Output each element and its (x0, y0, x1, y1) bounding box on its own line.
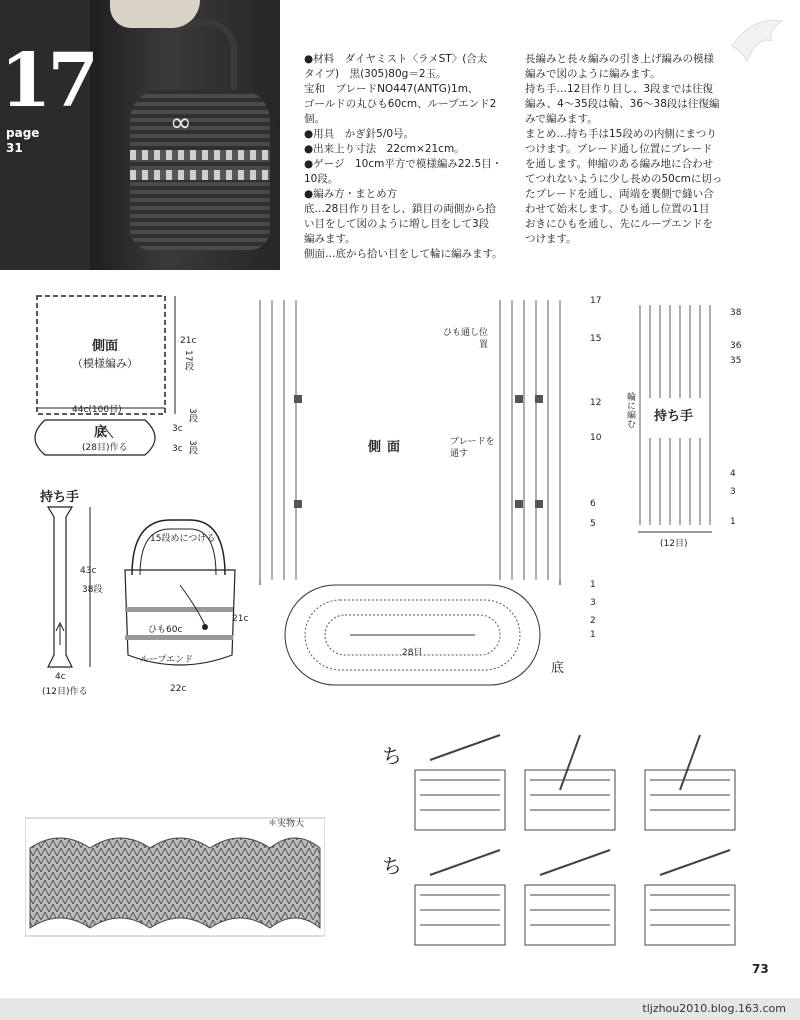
base-label: 底 (94, 425, 108, 440)
bag-height: 21c (232, 614, 249, 624)
row-marker: 5 (590, 519, 596, 529)
chart-side-label: 側面 (368, 440, 407, 455)
instructions-col1: ●材料 ダイヤミスト〈ラメST〉(合太 タイプ) 黒(305)80g＝2玉。 宝和 ブレードNO447(ANTG)1m、 ゴールドの丸ひも60cm、ループエンド2個。 ●用具 かぎ針5/0号。 ●出来上り寸法 22cm×21cm。 ●ゲージ 10cm平方で模様編み22.5目・ 10段。 ●編み方・まとめ方 底…28目作り目をし、鎖目の両側から拾 い目をして図のように増し目をして3段 編みます。 側面…底から拾い目をして輪に編みます。 (304, 53, 503, 260)
height-side: 21c (180, 336, 197, 346)
handle-chart-title: 持ち手 (654, 409, 694, 424)
bag-cord: ひも60c (148, 625, 183, 635)
row-marker: 36 (730, 341, 742, 351)
bag-width: 22c (170, 684, 187, 694)
rows-b: 3段 (187, 440, 197, 455)
stitch-symbol-1: ち (382, 744, 402, 768)
footer-bar (0, 998, 800, 1020)
stitch-symbol-2: ち (382, 854, 402, 878)
dove-icon (722, 6, 792, 76)
instructions-col2: 長編みと長々編みの引き上げ編みの模様 編みで図のように編みます。 持ち手…12目作り目し、3段までは往復 編み、4〜35段は輪、36〜38段は往復編 みで編みます。 まとめ…持ち手は15段めの内側にまつり つけます。ブレード通し位置にブレード を通します。伸縮のある編み地に合わせ てつれないように少し長めの50cmに切っ たブレードを通し、両端を裏側で縫い合 わせて始末します。ひも通し位置の1目 おきにひもを通し、先にループエンドを つけます。 (525, 53, 723, 245)
rows-side: 17段 (183, 350, 193, 371)
bag-loop-end: ループエンド (140, 655, 194, 665)
base-count: (28目)作る (82, 443, 128, 453)
row-marker: 35 (730, 356, 742, 366)
pattern-number: 17 (0, 38, 95, 124)
row-marker: 3 (590, 598, 596, 608)
row-marker: 38 (730, 308, 742, 318)
row-marker: 1 (590, 580, 596, 590)
handle-length: 43c (80, 566, 97, 576)
row-marker: 1 (730, 517, 736, 527)
chart-braid-pos: ブレードを通す (450, 437, 495, 459)
swatch-label: ＊実物大 (268, 819, 305, 829)
bag-attach: 15段めにつける (150, 534, 216, 544)
handle-width: 4c (55, 672, 66, 682)
rows-a: 3段 (187, 408, 197, 423)
row-marker: 12 (590, 398, 602, 408)
page-number: 73 (752, 962, 769, 976)
handle-count: (12目)作る (42, 687, 88, 697)
blog-credit: tljzhou2010.blog.163.com (642, 1002, 786, 1015)
row-marker: 3 (730, 487, 736, 497)
row-marker: 1 (590, 630, 596, 640)
product-photo: ∞ (0, 0, 280, 270)
side-title: 側面 (91, 339, 118, 354)
row-marker: 15 (590, 334, 602, 344)
side-sub: （模様編み） (72, 357, 138, 370)
stitch-guide-illustrations (410, 730, 750, 950)
stitch-swatch-photo (25, 808, 325, 948)
handle-chart-ring: 輪に編む (625, 392, 635, 428)
row-marker: 2 (590, 616, 596, 626)
chart-base-count: 28目 (402, 648, 423, 658)
crochet-chart (250, 295, 610, 705)
row-marker: 10 (590, 433, 602, 443)
width-label: 44c(100目) (72, 405, 122, 415)
page-ref: page 31 (6, 126, 40, 155)
handle-title: 持ち手 (40, 490, 80, 505)
row-marker: 6 (590, 499, 596, 509)
handle-chart-count: (12目) (660, 539, 688, 549)
h-b: 3c (172, 444, 183, 454)
chart-base-label: 底 (551, 661, 565, 676)
row-marker: 17 (590, 296, 602, 306)
handle-rows: 38段 (82, 585, 103, 595)
h-a: 3c (172, 424, 183, 434)
chart-cord-pos: ひも通し位置 (442, 328, 488, 350)
row-marker: 4 (730, 469, 736, 479)
